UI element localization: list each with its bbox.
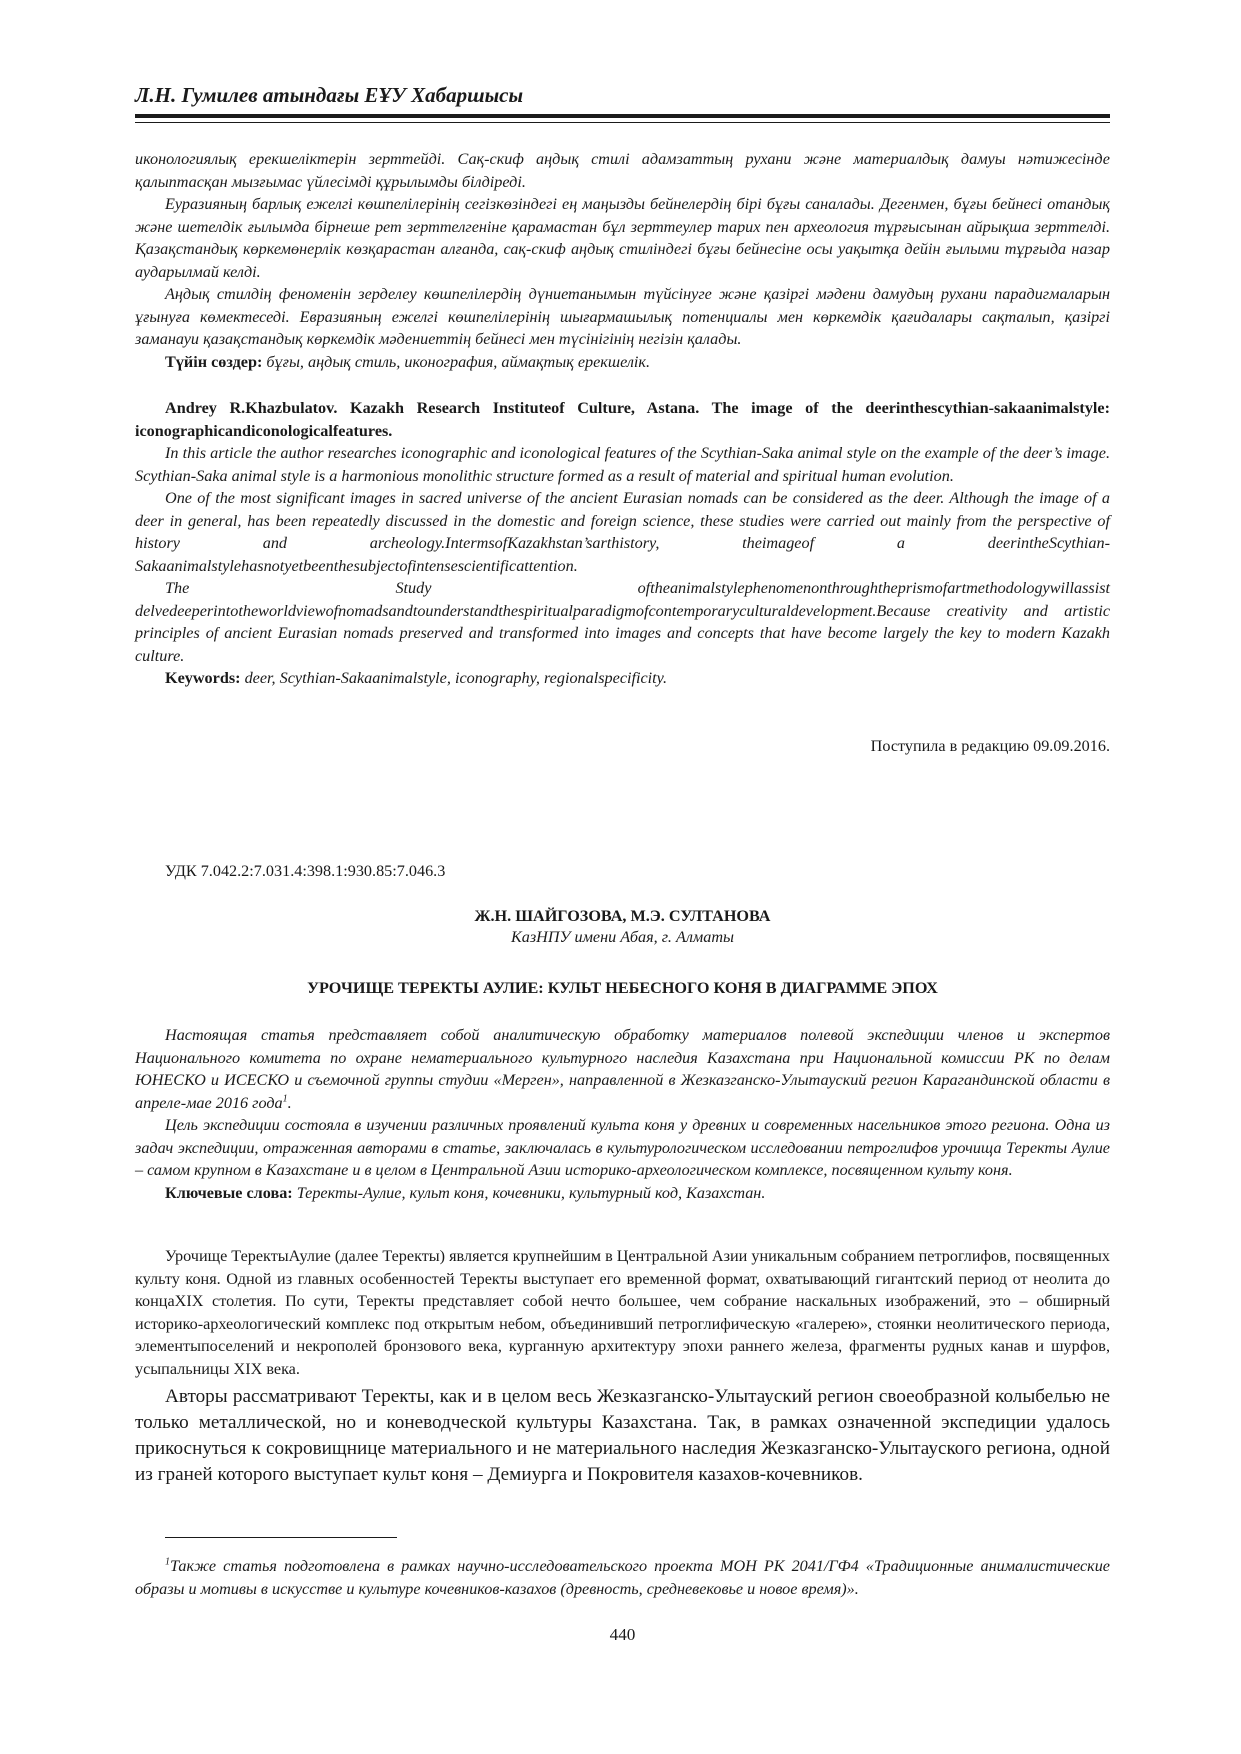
article-authors: Ж.Н. ШАЙГОЗОВА, М.Э. СУЛТАНОВА (474, 907, 771, 925)
eng-abstract-paragraph: The Study oftheanimalstylephenomenonthroughtheprismofartmethodologywillassist delvedeeperintotheworldviewofnomadsandtounderstandthespiritualparadigmofcontemporaryculturaldevelopment.Because creativity and artistic principles of ancient Eurasian nomads preserved and transformed into images and concepts that have become largely the key to modern Kazakh culture. (135, 579, 1110, 665)
kaz-keywords-label: Түйін сөздер: (165, 352, 263, 371)
article-affiliation: КазНПУ имени Абая, г. Алматы (511, 928, 734, 946)
eng-abstract-paragraph: In this article the author researches iconographic and iconological features of the Scythian-Saka animal style on the example of the deer’s image. Scythian-Saka animal style is a harmonious monolithic structure formed as a result of material and spiritual human evolution. (135, 444, 1110, 485)
ru-keywords (135, 1182, 1110, 1205)
article-title: УРОЧИЩЕ ТЕРЕКТЫ АУЛИЕ: КУЛЬТ НЕБЕСНОГО КОНЯ В ДИАГРАММЕ ЭПОХ (307, 979, 938, 997)
kaz-abstract (135, 148, 1110, 373)
footnote-text: Также статья подготовлена в рамках научно-исследовательского проекта МОН РК 2041/ГФ4 «Традиционные анималистические образы и мотивы в искусстве и культуре кочевников-казахов (древность, средневековье и новое время)». (135, 1557, 1110, 1598)
kaz-keywords-text: бұғы, аңдық стиль, иконография, аймақтық ерекшелік. (262, 352, 651, 371)
udk-code: УДК 7.042.2:7.031.4:398.1:930.85:7.046.3 (165, 862, 446, 880)
eng-abstract-heading: Andrey R.Khazbulatov. Kazakh Research Instituteof Culture, Astana. The image of the deerinthescythian-sakaanimalstyle: iconographicandiconologicalfeatures. (135, 399, 1110, 440)
page-number: 440 (609, 1625, 636, 1644)
eng-abstract-paragraph: One of the most significant images in sacred universe of the ancient Eurasian nomads can be considered as the deer. Although the image of a deer in general, has been repeatedly discussed in the domestic and foreign science, these studies were carried out mainly from the perspective of history and archeology.IntermsofKazakhstan’sarthistory, theimageof a deerintheScythian-Sakaanimalstylehasnotyetbeenthesubjectofintensescientificattention. (135, 489, 1110, 575)
footnote (135, 1555, 1110, 1600)
body-paragraph: Урочище ТеректыАулие (далее Теректы) является крупнейшим в Центральной Азии уникальным собранием петроглифов, посвященных культу коня. Одной из главных особенностей Теректы выступает его временной формат, охватывающий гигантский период от неолита до концаXIX столетия. По сути, Теректы представляет собой нечто большее, чем собрание наскальных изображений, это – обширный историко-археологический комплекс под открытым небом, объединивший петроглифическую «галерею», стоянки неолитического периода, элементыпоселений и некрополей бронзового века, курганную архитектуру эпохи раннего железа, фрагменты рудных канав и шурфов, усыпальницы XIX века. (135, 1247, 1110, 1378)
ru-keywords-text: Теректы-Аулие, культ коня, кочевники, культурный код, Казахстан. (292, 1183, 766, 1202)
received-date: Поступила в редакцию 09.09.2016. (870, 737, 1110, 755)
ru-abstract-text: Настоящая статья представляет собой аналитическую обработку материалов полевой экспедиции членов и экспертов Национального комитета по охране нематериального культурного наследия Казахстана при Национальной комиссии РК по делам ЮНЕСКО и ИСЕСКО и съемочной группы студии «Мерген», направленной в Жезказганско-Улытауский регион Карагандинской области в апреле-мае 2016 года (135, 1026, 1110, 1112)
kaz-abstract-paragraph: иконологиялық ерекшеліктерін зерттейді. Сақ-скиф аңдық стилі адамзаттың рухани және материалдық дамуы нәтижесінде қалыптасқан мызғымас үйлесімді құрылымды білдіреді. (135, 150, 1110, 191)
kaz-abstract-paragraph: Еуразияның барлық ежелгі көшпелілерінің сегізкөзіндегі ең маңызды бейнелердің бірі бұғы саналады. Дегенмен, бұғы бейнесі отандық және шетелдік ғылымда бірнеше рет зерттелгеніне қарамастан бұл зерттеулер тарих пен археология тұрғысынан айрықша зерттелді. Қазақстандық көркемөнерлік көзқарастан алғанда, сақ-скиф аңдық стиліндегі бұғы бейнесіне осы уақытқа дейін ғылыми тұрғыда назар аударылмай келді. (135, 195, 1110, 281)
footnote-mark: 1 (165, 1556, 170, 1568)
eng-keywords-label: Keywords: (165, 669, 241, 687)
header-rule-thin (135, 122, 1110, 123)
footnote-text-block (135, 1555, 1110, 1600)
kaz-abstract-paragraph: Аңдық стилдің феноменін зерделеу көшпелілердің дүниетанымын түйсінуге және қазіргі мәдени дамудың рухани парадигмаларын ұғынуға көмектеседі. Евразияның ежелгі көшпелілерінің шығармашылық потенциалы мен көркемдік қағидалары сақталып, қазіргі заманауи қазақстандық көркемдік мәдениеттің бейнесі мен түсінігінің негізін қалады. (135, 285, 1110, 348)
body-paragraph: Авторы рассматривают Теректы, как и в целом весь Жезказганско-Улытауский регион своеобразной колыбелью не только металлической, но и коневодческой культуры Казахстана. Так, в рамках означенной экспедиции удалось прикоснуться к сокровищнице материального и не материального наследия Жезказганско-Улытауского региона, одной из граней которого выступает культ коня – Демиурга и Покровителя казахов-кочевников. (135, 1385, 1110, 1485)
ru-abstract-paragraph: Цель экспедиции состояла в изучении различных проявлений культа коня у древних и современных насельников этого региона. Одна из задач экспедиции, отраженная авторами в статье, заключалась в культурологическом исследовании петроглифов урочища Теректы Аулие – самом крупном в Казахстане и в целом в Центральной Азии историко-археологическом комплексе, посвященном культу коня. (135, 1116, 1110, 1179)
kaz-keywords (135, 351, 1110, 374)
article-body (135, 1245, 1110, 1488)
journal-title: Л.Н. Гумилев атындағы ЕҰУ Хабаршысы (135, 83, 524, 107)
header-rule-thick (135, 114, 1110, 118)
eng-keywords-text: deer, Scythian-Sakaanimalstyle, iconography, regionalspecificity. (240, 669, 668, 687)
ru-keywords-label: Ключевые слова: (165, 1183, 293, 1202)
ru-abstract-end: . (287, 1093, 292, 1112)
eng-abstract (135, 397, 1110, 690)
eng-keywords (135, 667, 1110, 690)
running-header (135, 82, 1110, 108)
ru-abstract (135, 1024, 1110, 1204)
footnote-ref: 1 (282, 1093, 288, 1105)
ru-abstract-paragraph (135, 1024, 1110, 1114)
footnote-rule (165, 1537, 397, 1538)
